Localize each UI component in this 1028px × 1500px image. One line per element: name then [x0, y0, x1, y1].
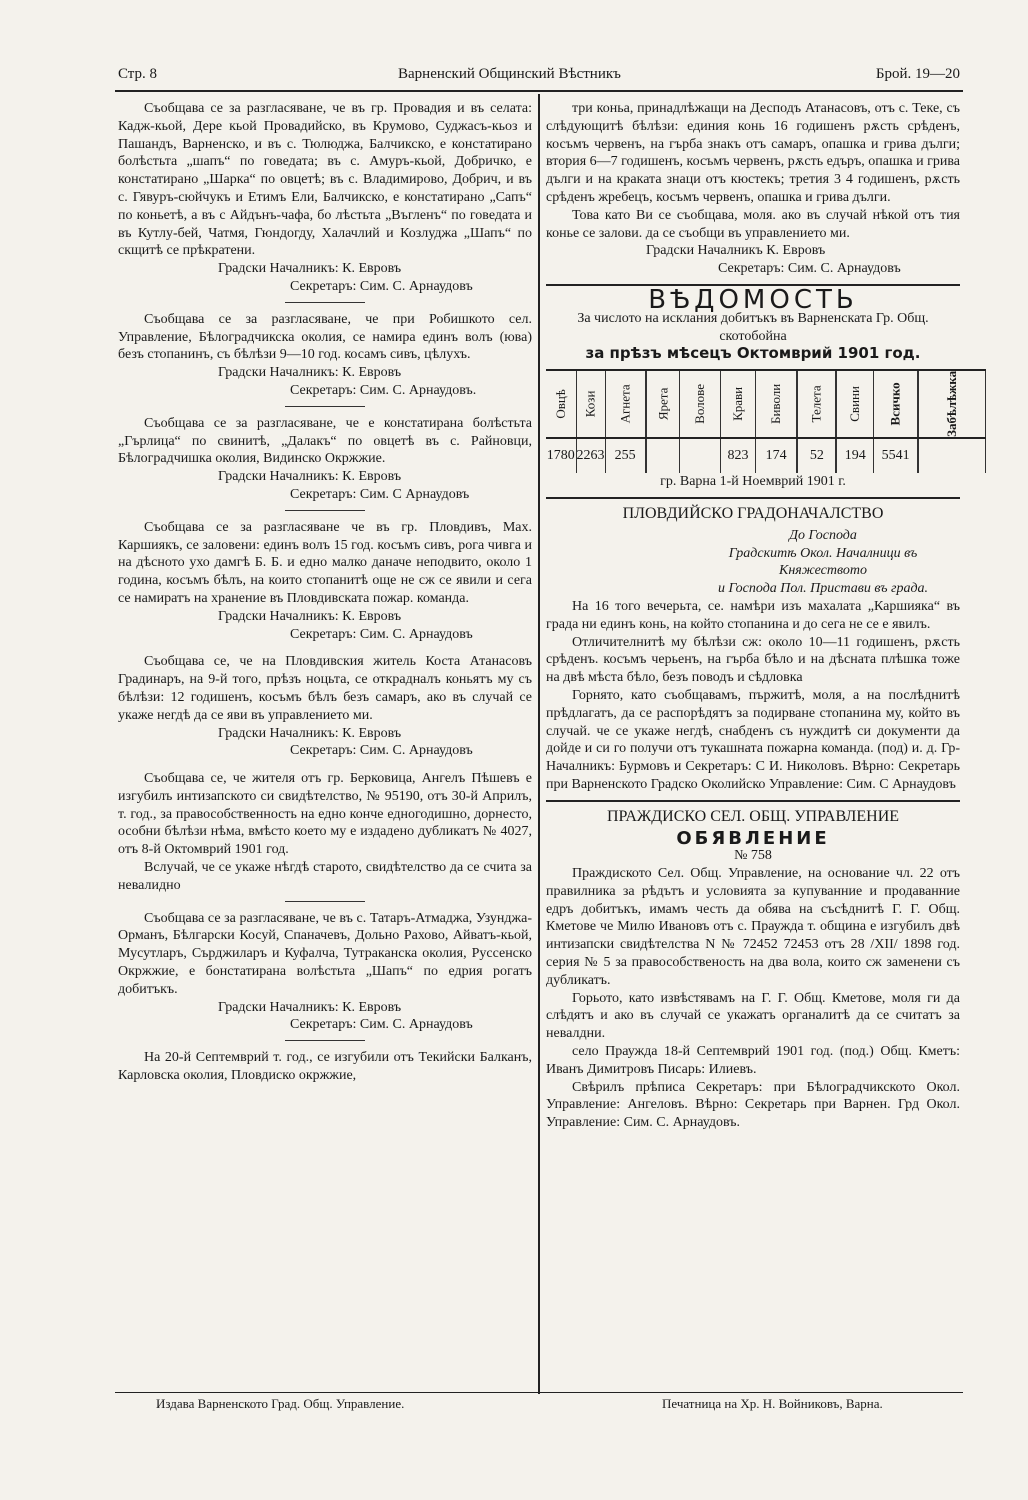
signature-secretary: Секретаръ: Сим. С. Арнаудовъ [290, 1017, 473, 1033]
address-line-2: Градскитѣ Окол. Началници въ Княжеството [728, 545, 918, 579]
notice-1: Съобщава се за разгласяване, че въ гр. Провадия и въ селата: Кадж-кьой, Дере кьой Провадийско, въ Крумово, Суджасъ-кьоз и Пашандъ, Варненско, и въ с. Тюлюджа, Балчикско, е констатирано болѣстьта „шапъ“ по говедата; въ с. Амуръ-кьой, Добричко, е констатирано „Шарка“ по овцетѣ; въ с. Владимирово, Добрич, и въ с. Гявуръ-сюйчукъ и Етимъ Ели, Балчикско, е констатирано „Сапъ“ по коньетѣ, а въ с Айдънъ-чафа, бо лѣстьта „Въгленъ“ по говедата и въ Кутлу-бей, Чатмя, Гюндогду, Халачлий и Козлуджа „Шапъ“ по скщитѣ се прѣкратени. [118, 101, 532, 259]
vedomost-period: за прѣзъ мѣсецъ Октомврий 1901 год. [585, 344, 921, 363]
slaughter-table [546, 369, 986, 473]
table-value-cell: 52 [798, 438, 836, 473]
notice-6: Съобщава се, че жителя отъ гр. Берковица, Ангелъ Пѣшевъ е изгубилъ интизапското си свидѣтелство, № 95190, отъ 30-й Априлъ, т. год., за правособственность на едно конче едногодишно, дорнесто, особни бѣлѣзи нѣма, вмѣсто което му е издадено дубликатъ № 4027, отъ 8-й Октомврий 1901 год. [118, 771, 532, 858]
table-value-cell: 255 [605, 438, 645, 473]
announcement-note: Горьото, като извѣстявамъ на Г. Г. Общ. Кметове, моля ги да слѣдятъ и ако въ случай се укажатъ органалитѣ да се считатъ за невалдни. [546, 990, 960, 1042]
notice-6-note: Вслучай, че се укаже нѣгдѣ старото, свидѣтелство да се счита за невалидно [118, 860, 532, 893]
page-header [118, 66, 960, 88]
table-header-cell: Овцѣ [546, 370, 576, 438]
plovdiv-notice: На 16 того вечерьта, се. намѣри изъ махалата „Каршияка“ въ града ни единъ конь, на който стопанина и до сега не се е явилъ. [546, 598, 960, 632]
signature-chief: Градски Началникъ: К. Евровъ [218, 469, 402, 485]
announcement-verify: Свѣрилъ прѣписа Секретаръ: при Бѣлоградчикското Окол. Управление: Ангеловъ. Вѣрно: Секретарь при Варнен. Грд Окол. Управление: Сим. С. Арнаудовъ. [546, 1079, 960, 1131]
footer-publisher: Издава Варненското Град. Общ. Управление. [156, 1396, 405, 1411]
table-value-cell [646, 438, 680, 473]
signature-chief: Градски Началникъ: К. Евровъ [218, 261, 402, 277]
issue-number: Брой. 19—20 [875, 66, 960, 82]
header-rule [115, 90, 963, 92]
address-line-1: До Господа [789, 527, 857, 543]
section-rule [546, 497, 960, 499]
separator [285, 406, 365, 407]
separator [285, 302, 365, 303]
notice-horses-note: Това като Ви се съобщава, моля. ако въ случай нѣкой отъ тия коньe се залови. да се съобщи въ управлението ми. [546, 207, 960, 241]
announcement-title: ОБЯВЛЕНИЕ [676, 827, 830, 849]
signature-chief: Градски Началникъ: К. Евровъ [218, 725, 402, 741]
table-header-cell: Забѣлѣжка [919, 370, 986, 438]
notice-3: Съобщава се за разгласяване, че е констатирана болѣстьта „Гърлица“ по свинитѣ, „Далакъ“ по овцетѣ въ с. Райновци, Бѣлоградчишка околия, Видинско Окржжие. [118, 415, 532, 467]
page-number: Стр. 8 [118, 66, 158, 82]
signature-secretary: Секретаръ: Сим. С. Арнаудовъ [290, 278, 473, 294]
table-header-cell: Кози [576, 370, 605, 438]
table-header-cell: Крави [721, 370, 756, 438]
vedomost-title: ВѢДОМОСТЬ [648, 284, 858, 315]
separator [285, 1040, 365, 1041]
notice-8: На 20-й Септемврий т. год., се изгубили отъ Текийски Балканъ, Карловска околия, Пловдиско окржжие, [118, 1050, 532, 1084]
footer-rule [115, 1392, 963, 1393]
signature-chief: Градски Началникъ: К. Евровъ [218, 365, 402, 381]
signature-chief: Градски Началникъ: К. Евровъ [218, 999, 402, 1015]
section-rule [546, 800, 960, 802]
column-divider [538, 94, 540, 1394]
newspaper-title: Варненский Общинский Вѣстникъ [398, 66, 621, 82]
table-value-cell: 2263 [576, 438, 605, 473]
footer-printer: Печатница на Хр. Н. Войниковъ, Варна. [662, 1396, 883, 1411]
table-header-cell: Телета [798, 370, 836, 438]
table-header-cell: Биволи [756, 370, 797, 438]
notice-4: Съобщава се за разгласяване че въ гр. Пловдивъ, Мах. Каршиякъ, се заловени: единъ волъ 15 год. косъмъ сивъ, рога чивга и на дѣсното ухо дамгѣ Б. Б. и едно малко даначе неподвито, около 1 година, косъмъ бѣлъ, на които стопанитѣ още не сж се явили и сега се намиратъ на хранение въ Пловдивската пожар. команда. [118, 519, 532, 606]
signature-secretary: Секретаръ: Сим. С. Арнаудовъ [718, 261, 901, 277]
notice-7: Съобщава се за разгласяване, че въ с. Татаръ-Атмаджа, Узунджа-Орманъ, Бѣлгарски Косуй, Спаначевъ, Дольно Рахово, Айватъ-кьой, Мусутларъ, Сърджиларъ и Куфалча, Тутраканска околия, Руссенско Окржжие, е бонстатирана волѣстьта „Шапъ“ по едрия рогатъ добитъкъ. [118, 910, 532, 997]
table-header-cell: Свини [837, 370, 874, 438]
table-value-cell [680, 438, 721, 473]
table-value-cell: 174 [756, 438, 797, 473]
table-value-cell: 5541 [874, 438, 918, 473]
table-value-cell: 823 [721, 438, 756, 473]
prazhdisko-heading: ПРАЖДИСКО СЕЛ. ОБЩ. УПРАВЛЕНИЕ [606, 807, 900, 825]
signature-secretary: Секретаръ: Сим. С Арнаудовъ [290, 486, 470, 502]
announcement-number: № 758 [734, 848, 772, 864]
table-header-cell: Ярета [646, 370, 680, 438]
announcement-body: Праждиското Сел. Общ. Управление, на основание чл. 22 отъ правилника за рѣдътъ и условията за купуванние и продаванние едръ добитъкъ, имамъ честь да обява на съсѣднитѣ Г. Г. Общ. Кметове че Милю Ивановъ отъ с. Праужда т. община е изгубилъ двѣ интизапски свидѣтелства N № 72452 72453 отъ 28 /XII/ 1898 год. серия № 5 за правособственость на два вола, които сж заменени съ дубликатъ. [546, 866, 960, 988]
address-line-3: и Господа Пол. Пристави въ града. [717, 581, 929, 597]
table-header-cell: Всичко [874, 370, 918, 438]
signature-chief: Градски Началникъ К. Евровъ [646, 243, 826, 259]
signature-secretary: Секретаръ: Сим. С. Арнаудовъ. [290, 382, 477, 398]
vedomost-subtitle: За числото на исклания добитъкъ въ Варненската Гр. Общ. скотобойна [577, 310, 929, 344]
vedomost-date: гр. Варна 1-й Ноемврий 1901 г. [660, 474, 846, 490]
signature-secretary: Секретаръ: Сим. С. Арнаудовъ [290, 626, 473, 642]
plovdiv-heading: ПЛОВДИЙСКО ГРАДОНАЧАЛСТВО [622, 504, 884, 522]
notice-5: Съобщава се, че на Пловдивския житель Коста Атанасовъ Градинаръ, на 9-й того, прѣзъ ноцьта, се открадналъ коньятъ му съ бѣлѣзи: 12 годишенъ, косъмъ бѣлъ безъ самаръ, ако въ случай се укаже негдѣ да се яви въ управлението ми. [118, 654, 532, 723]
table-header-cell: Агнета [605, 370, 645, 438]
table-value-cell: 1780 [546, 438, 576, 473]
signature-chief: Градски Началникъ: К. Евровъ [218, 608, 402, 624]
left-column [118, 100, 532, 1085]
plovdiv-marks: Отличителнитѣ му бѣлѣзи сж: около 10—11 годишенъ, рѫсть срѣденъ. косъмъ черьенъ, на гърба бѣло и на дѣсната плѣшка тоже на двѣ мѣста бѣло, безъ поводъ и сѣдловка [546, 634, 960, 686]
signature-secretary: Секретаръ: Сим. С. Арнаудовъ [290, 743, 473, 759]
separator [285, 510, 365, 511]
table-value-cell [919, 438, 986, 473]
notice-horses: три коньа, принадлѣжащи на Десподъ Атанасовъ, отъ с. Теке, съ слѣдующитѣ бѣлѣзи: единия конь 16 годишенъ рѫсть срѣденъ, косъмъ червенъ, на гърба знакъ отъ самаръ, опашка и грива дълги; втория 6—7 годишенъ, косъмъ червенъ, рѫсть едъръ, опашка и грива дълги и на краката знаци отъ кюстекъ; третия 3 4 годишенъ, рѫсть срѣденъ жребецъ, косъмъ червенъ, опашка и грива дълги. [546, 101, 960, 205]
right-column [546, 100, 960, 1132]
announcement-date: село Праужда 18-й Септемврий 1901 год. (под.) Общ. Кметъ: Иванъ Димитровъ Писарь: Илиевъ. [546, 1044, 960, 1077]
separator [285, 901, 365, 902]
table-header-cell: Волове [680, 370, 721, 438]
table-value-cell: 194 [837, 438, 874, 473]
plovdiv-request: Горнято, като съобщавамъ, пържитѣ, моля, а на послѣднитѣ прѣдлагатъ, да се распорѣдятъ за подирване стопанина му, който въ случай. че се укаже негдѣ, снабденъ съ нуждитѣ си документи да дойде и си го получи отъ тукашната пожарна команда. (под) и. д. Гр-Началникъ: Бурмовъ и Секретаръ: С И. Николовъ. Вѣрно: Секретарь при Варненското Градско Околийско Управление: Сим. С Арнаудовъ [546, 687, 960, 792]
notice-2: Съобщава се за разгласяване, че при Робишкото сел. Управление, Бѣлоградчикска околия, се намира единъ волъ (юва) безъ стопанинъ, съ бѣлѣзи 9—10 год. косамъ сивъ, цѣлухъ. [118, 311, 532, 363]
